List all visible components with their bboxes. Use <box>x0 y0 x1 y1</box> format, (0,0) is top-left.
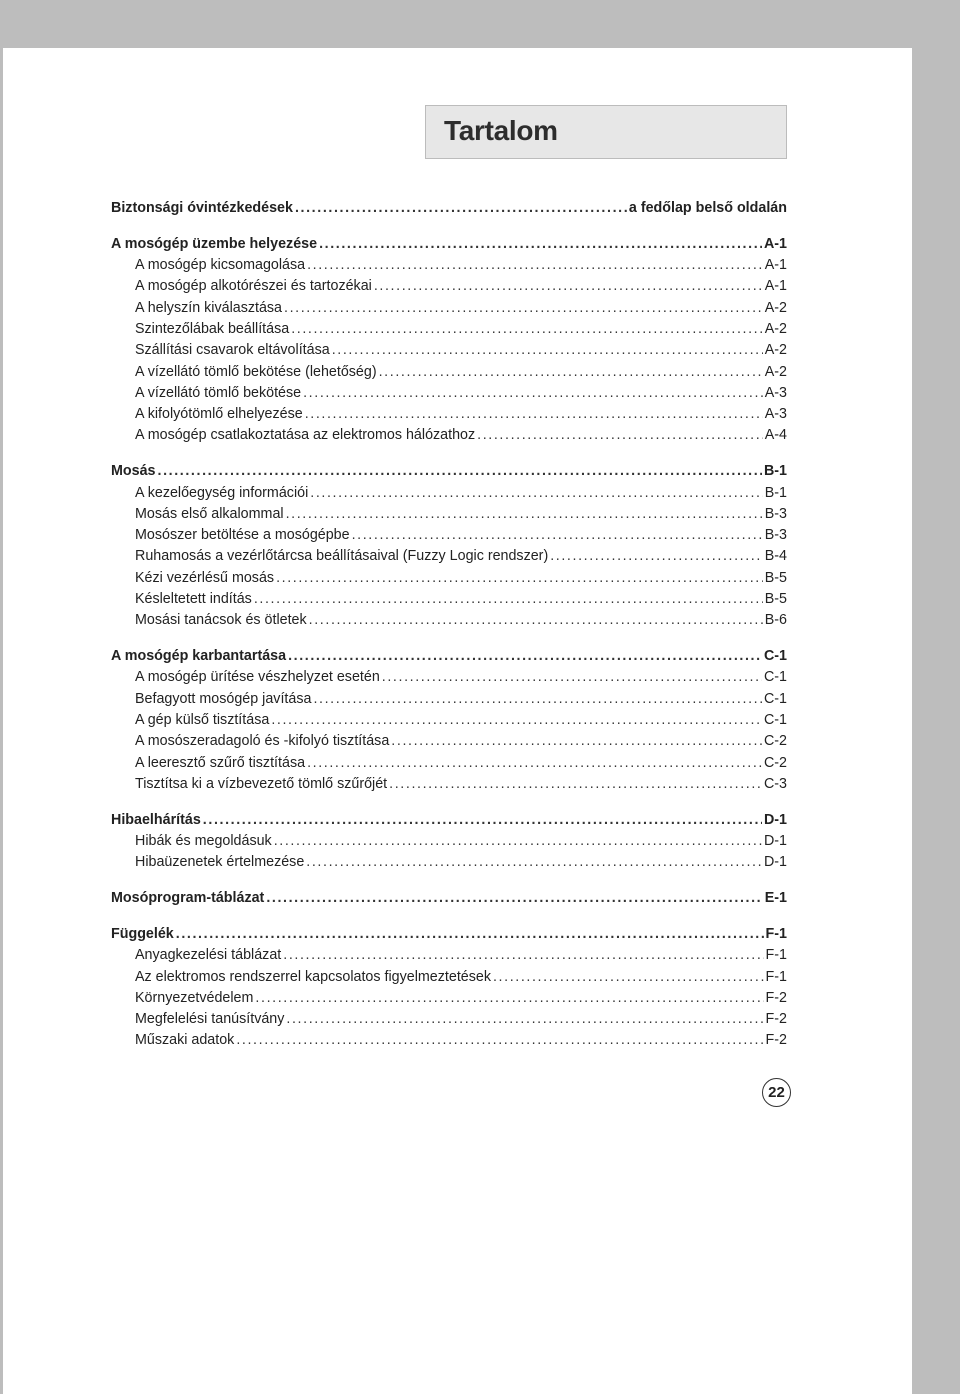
toc-entry-label: Szállítási csavarok eltávolítása <box>135 342 330 359</box>
toc-entry-page: C-2 <box>763 754 787 771</box>
toc-entry-label: Tisztítsa ki a vízbevezető tömlő szűrőjét <box>135 775 388 792</box>
toc-entry-label: Befagyott mosógép javítása <box>135 690 312 707</box>
toc-entry-page: D-1 <box>763 833 787 850</box>
toc-entry[interactable] <box>111 947 787 968</box>
toc-entry[interactable] <box>111 755 787 776</box>
toc-entry-label: Szintezőlábak beállítása <box>135 320 290 337</box>
dot-leader <box>276 570 763 586</box>
toc-entry[interactable] <box>111 1032 787 1053</box>
dot-leader <box>313 691 762 707</box>
toc-entry-page: C-1 <box>763 690 787 707</box>
title-box <box>425 105 787 159</box>
toc-entry[interactable] <box>111 278 787 299</box>
toc-entry[interactable] <box>111 591 787 612</box>
toc-section-page: a fedőlap belső oldalán <box>628 200 787 216</box>
toc-entry-label: Mosás első alkalommal <box>135 505 284 522</box>
dot-leader <box>286 506 763 522</box>
toc-entry[interactable] <box>111 527 787 548</box>
dot-leader <box>274 833 762 849</box>
toc-entry[interactable] <box>111 406 787 427</box>
dot-leader <box>158 463 762 479</box>
dot-leader <box>203 812 762 828</box>
dot-leader <box>306 854 762 870</box>
dot-leader <box>379 364 763 380</box>
toc-entry-page: F-1 <box>765 968 787 985</box>
dot-leader <box>254 591 763 607</box>
toc-entry[interactable] <box>111 548 787 569</box>
toc-entry-page: A-3 <box>764 406 787 423</box>
toc-entry[interactable] <box>111 669 787 690</box>
toc-entry-label: Kézi vezérlésű mosás <box>135 569 275 586</box>
toc-entry-label: Ruhamosás a vezérlőtárcsa beállításaival (Fuzzy Logic rendszer) <box>135 548 549 565</box>
toc-entry-label: Hibaüzenetek értelmezése <box>135 854 305 871</box>
toc-section-label: Hibaelhárítás <box>111 811 201 828</box>
dot-leader <box>389 776 762 792</box>
dot-leader <box>307 755 762 771</box>
section-gap <box>111 449 787 464</box>
toc-entry[interactable] <box>111 1011 787 1032</box>
toc-section-page: C-1 <box>763 648 787 665</box>
toc-section-label: A mosógép karbantartása <box>111 648 287 665</box>
toc-entry[interactable] <box>111 257 787 278</box>
toc-entry[interactable] <box>111 691 787 712</box>
toc-entry[interactable] <box>111 854 787 875</box>
toc-entry[interactable] <box>111 833 787 854</box>
toc-entry-label: Környezetvédelem <box>135 989 254 1006</box>
dot-leader <box>310 485 763 501</box>
toc-section-page: A-1 <box>763 235 787 252</box>
toc-entry-page: F-2 <box>765 989 787 1006</box>
toc-entry-page: C-1 <box>763 669 787 686</box>
dot-leader <box>286 1011 763 1027</box>
toc-entry[interactable] <box>111 612 787 633</box>
toc-entry-page: B-3 <box>764 527 787 544</box>
toc-section[interactable] <box>111 200 787 221</box>
toc-entry[interactable] <box>111 712 787 733</box>
toc-entry[interactable] <box>111 300 787 321</box>
dot-leader <box>382 669 762 685</box>
toc-entry-page: A-2 <box>764 342 787 359</box>
toc-entry-page: B-1 <box>764 484 787 501</box>
toc-entry[interactable] <box>111 969 787 990</box>
dot-leader <box>391 733 762 749</box>
toc-entry-page: B-5 <box>764 591 787 608</box>
toc-entry-page: A-2 <box>764 363 787 380</box>
toc-section-page: D-1 <box>763 811 787 828</box>
dot-leader <box>288 648 762 664</box>
toc-section[interactable] <box>111 926 787 947</box>
dot-leader <box>271 712 762 728</box>
toc-entry[interactable] <box>111 776 787 797</box>
dot-leader <box>307 257 763 273</box>
toc-entry-label: Az elektromos rendszerrel kapcsolatos figyelmeztetések <box>135 968 491 985</box>
toc-entry-page: D-1 <box>763 854 787 871</box>
toc-section-page: E-1 <box>764 890 787 907</box>
dot-leader <box>309 612 763 628</box>
page-frame-left <box>0 48 3 1394</box>
toc-entry-page: C-3 <box>763 775 787 792</box>
toc-entry-label: A mosógép csatlakoztatása az elektromos hálózathoz <box>135 427 476 444</box>
dot-leader <box>374 278 763 294</box>
dot-leader <box>283 947 763 963</box>
dot-leader <box>295 200 627 216</box>
toc-entry-page: F-2 <box>765 1011 787 1028</box>
dot-leader <box>176 926 764 942</box>
toc-section[interactable] <box>111 648 787 669</box>
toc-entry[interactable] <box>111 570 787 591</box>
toc-entry[interactable] <box>111 506 787 527</box>
toc-entry-page: A-2 <box>764 299 787 316</box>
toc-entry-page: B-4 <box>764 548 787 565</box>
toc-entry-label: Mosószer betöltése a mosógépbe <box>135 527 350 544</box>
dot-leader <box>493 969 764 985</box>
toc-entry-label: A mosógép alkotórészei és tartozékai <box>135 278 372 295</box>
toc-entry-label: A mosógép kicsomagolása <box>135 257 306 274</box>
toc-entry-label: Mosási tanácsok és ötletek <box>135 612 307 629</box>
section-gap <box>111 221 787 236</box>
toc-entry-page: F-2 <box>765 1032 787 1049</box>
toc-section[interactable] <box>111 890 787 911</box>
toc-entry[interactable] <box>111 321 787 342</box>
page-frame-right <box>912 48 960 1394</box>
toc-entry-label: A helyszín kiválasztása <box>135 299 283 316</box>
toc-section-page: F-1 <box>765 925 787 942</box>
page-number: 22 <box>768 1084 785 1101</box>
toc-section-label: Függelék <box>111 925 174 942</box>
toc-entry-label: Anyagkezelési táblázat <box>135 947 282 964</box>
toc-entry-label: Megfelelési tanúsítvány <box>135 1011 285 1028</box>
toc-entry-page: A-2 <box>764 320 787 337</box>
toc-entry[interactable] <box>111 427 787 448</box>
dot-leader <box>305 406 763 422</box>
toc-entry-page: A-3 <box>764 384 787 401</box>
toc-entry-page: C-1 <box>763 712 787 729</box>
table-of-contents <box>111 200 787 1054</box>
dot-leader <box>303 385 763 401</box>
toc-section[interactable] <box>111 812 787 833</box>
toc-entry-label: A gép külső tisztítása <box>135 712 270 729</box>
toc-entry-label: Műszaki adatok <box>135 1032 235 1049</box>
section-gap <box>111 876 787 891</box>
toc-section-label: Biztonsági óvintézkedések <box>111 200 293 216</box>
toc-entry-page: A-1 <box>764 278 787 295</box>
toc-entry-label: A kezelőegység információi <box>135 484 309 501</box>
section-gap <box>111 634 787 649</box>
toc-entry[interactable] <box>111 990 787 1011</box>
toc-section[interactable] <box>111 236 787 257</box>
toc-section-page: B-1 <box>763 463 787 480</box>
toc-entry-label: A leeresztő szűrő tisztítása <box>135 754 306 771</box>
dot-leader <box>291 321 763 337</box>
toc-section[interactable] <box>111 463 787 484</box>
dot-leader <box>352 527 763 543</box>
dot-leader <box>255 990 763 1006</box>
toc-section-label: Mosóprogram-táblázat <box>111 890 265 907</box>
page-frame-top <box>0 0 960 48</box>
dot-leader <box>284 300 763 316</box>
dot-leader <box>477 427 763 443</box>
toc-entry-label: A vízellátó tömlő bekötése (lehetőség) <box>135 363 377 380</box>
toc-entry-label: A kifolyótömlő elhelyezése <box>135 406 303 423</box>
toc-section-label: A mosógép üzembe helyezése <box>111 235 318 252</box>
toc-entry[interactable] <box>111 385 787 406</box>
section-gap <box>111 911 787 926</box>
toc-entry-label: A mosószeradagoló és -kifolyó tisztítása <box>135 733 390 750</box>
page-number-badge <box>762 1078 791 1107</box>
toc-section-label: Mosás <box>111 463 156 480</box>
toc-entry-page: A-1 <box>764 257 787 274</box>
dot-leader <box>266 890 762 906</box>
page-title: Tartalom <box>444 115 558 146</box>
toc-entry-label: Hibák és megoldásuk <box>135 833 272 850</box>
section-gap <box>111 797 787 812</box>
toc-entry-page: B-5 <box>764 569 787 586</box>
toc-entry-page: A-4 <box>764 427 787 444</box>
dot-leader <box>236 1032 763 1048</box>
toc-entry-label: A vízellátó tömlő bekötése <box>135 384 302 401</box>
toc-entry-page: B-6 <box>764 612 787 629</box>
dot-leader <box>332 342 763 358</box>
dot-leader <box>550 548 763 564</box>
toc-entry-label: A mosógép ürítése vészhelyzet esetén <box>135 669 380 686</box>
toc-entry[interactable] <box>111 733 787 754</box>
toc-entry-page: F-1 <box>765 947 787 964</box>
dot-leader <box>319 236 762 252</box>
toc-entry[interactable] <box>111 364 787 385</box>
toc-entry-page: B-3 <box>764 505 787 522</box>
toc-entry-label: Késleltetett indítás <box>135 591 252 608</box>
toc-entry[interactable] <box>111 485 787 506</box>
toc-entry[interactable] <box>111 342 787 363</box>
toc-entry-page: C-2 <box>763 733 787 750</box>
